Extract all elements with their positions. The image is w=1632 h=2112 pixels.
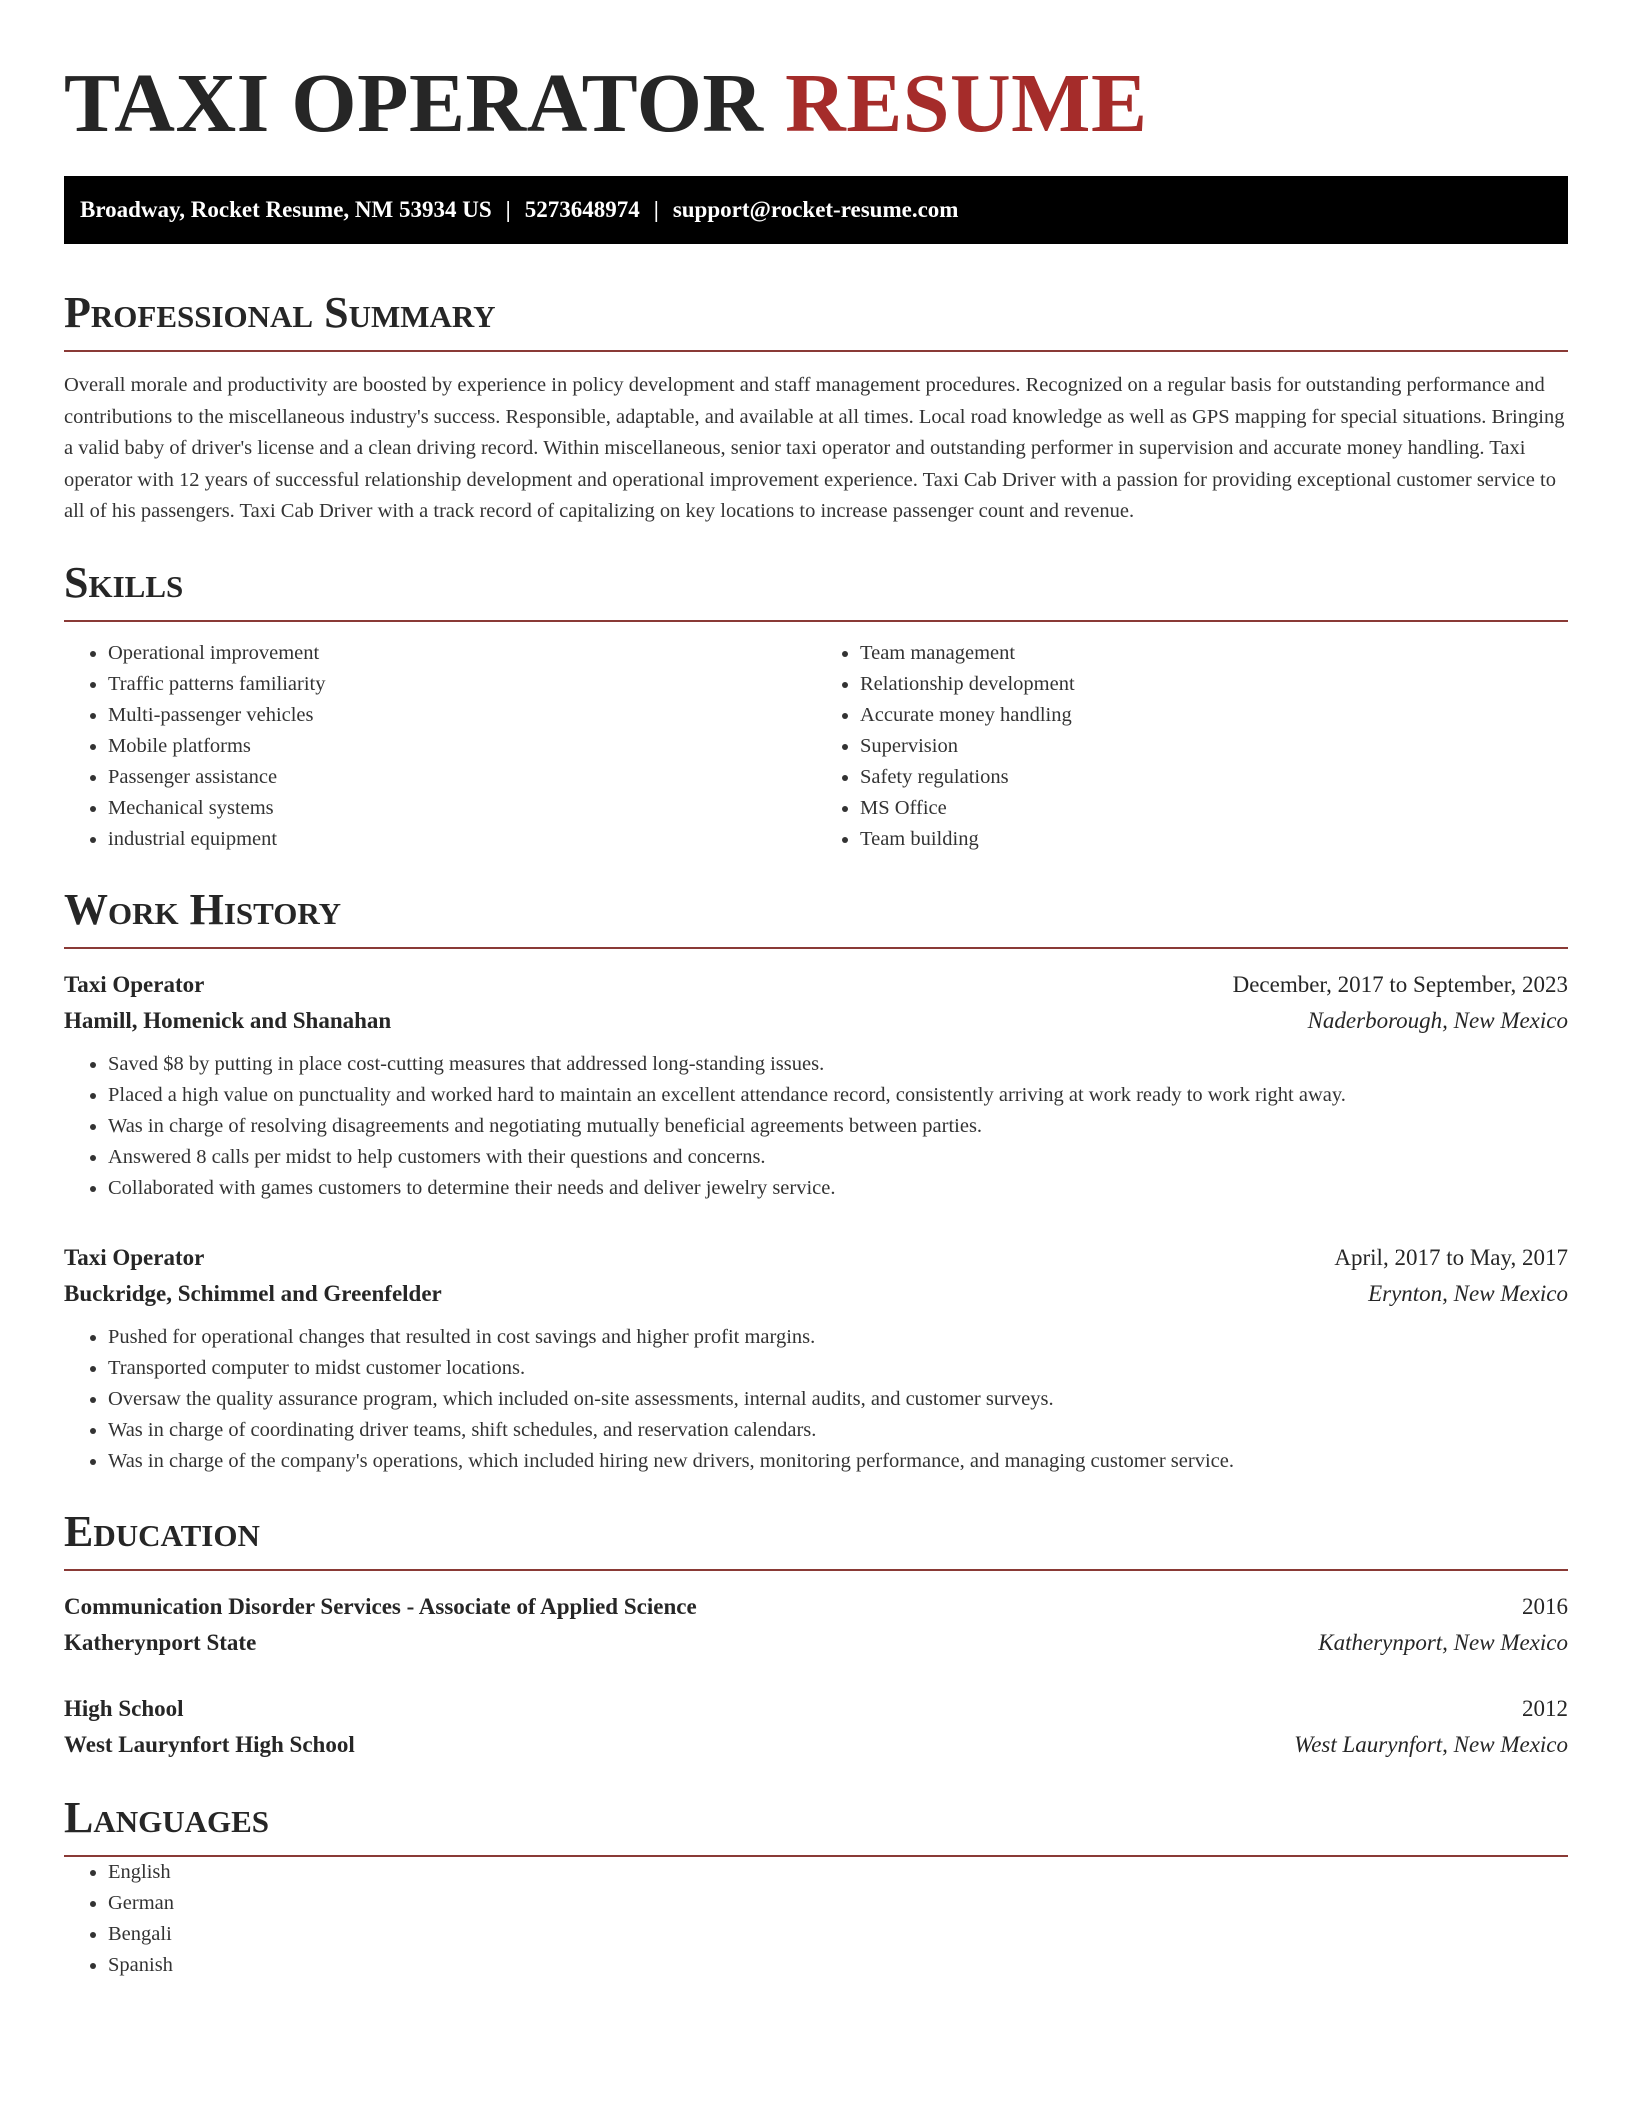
skill-item: • Mechanical systems — [108, 793, 816, 824]
job-duty: • Transported computer to midst customer locations. — [108, 1353, 1568, 1384]
job-duty: • Oversaw the quality assurance program, which included on-site assessments, internal audits, and customer surveys. — [108, 1384, 1568, 1415]
contact-phone: 5273648974 — [524, 197, 640, 222]
section-heading: Work History — [64, 884, 342, 934]
education-degree-row — [64, 1589, 1568, 1625]
education-location: West Laurynfort, New Mexico — [1294, 1731, 1568, 1757]
skill-item: • industrial equipment — [108, 824, 816, 855]
work-history-section — [64, 883, 1568, 1477]
job-duty: • Placed a high value on punctuality and worked hard to maintain an excellent attendance record, consistently arriving at work ready to work right away. — [108, 1080, 1568, 1111]
language-item: • German — [108, 1888, 1568, 1919]
job-duties-list — [64, 1049, 1568, 1204]
job-company: Buckridge, Schimmel and Greenfelder — [64, 1280, 442, 1306]
skills-list-right — [816, 638, 1568, 855]
section-heading: Education — [64, 1506, 260, 1556]
education-entry — [64, 1691, 1568, 1763]
job-duty: • Saved $8 by putting in place cost-cutting measures that addressed long-standing issues. — [108, 1049, 1568, 1080]
contact-bar — [64, 176, 1568, 244]
contact-separator: | — [505, 197, 511, 222]
section-divider — [64, 620, 1568, 622]
job-duty: • Collaborated with games customers to determine their needs and deliver jewelry service. — [108, 1173, 1568, 1204]
languages-section — [64, 1791, 1568, 1981]
education-degree-row — [64, 1691, 1568, 1727]
education-year: 2016 — [1522, 1593, 1568, 1619]
skill-item: • Team management — [860, 638, 1568, 669]
contact-separator: | — [653, 197, 659, 222]
language-item: • Bengali — [108, 1919, 1568, 1950]
job-entry — [64, 967, 1568, 1204]
skills-grid — [64, 638, 1568, 855]
education-location: Katherynport, New Mexico — [1318, 1629, 1568, 1655]
skill-item: • Safety regulations — [860, 762, 1568, 793]
language-item: • English — [108, 1857, 1568, 1888]
education-degree: Communication Disorder Services - Associate of Applied Science — [64, 1593, 697, 1619]
job-duties-list — [64, 1322, 1568, 1477]
contact-email: support@rocket-resume.com — [672, 197, 959, 222]
education-year: 2012 — [1522, 1695, 1568, 1721]
skills-list-left — [64, 638, 816, 855]
job-header-row — [64, 1240, 1568, 1276]
skill-item: • MS Office — [860, 793, 1568, 824]
skill-item: • Mobile platforms — [108, 731, 816, 762]
contact-address: Broadway, Rocket Resume, NM 53934 US — [80, 197, 492, 222]
job-location: Erynton, New Mexico — [1368, 1280, 1568, 1306]
skill-item: • Supervision — [860, 731, 1568, 762]
skill-item: • Accurate money handling — [860, 700, 1568, 731]
education-school-row — [64, 1625, 1568, 1661]
resume-title — [64, 56, 1568, 152]
job-header-row — [64, 967, 1568, 1003]
job-dates: April, 2017 to May, 2017 — [1334, 1244, 1568, 1270]
job-duty: • Was in charge of resolving disagreements and negotiating mutually beneficial agreements between parties. — [108, 1111, 1568, 1142]
language-item: • Spanish — [108, 1950, 1568, 1981]
skill-item: • Operational improvement — [108, 638, 816, 669]
section-divider — [64, 947, 1568, 949]
job-duty: • Was in charge of coordinating driver teams, shift schedules, and reservation calendars. — [108, 1415, 1568, 1446]
section-divider — [64, 1569, 1568, 1571]
education-entry — [64, 1589, 1568, 1661]
title-accent: RESUME — [785, 57, 1148, 150]
education-school: West Laurynfort High School — [64, 1731, 355, 1757]
job-entry — [64, 1240, 1568, 1477]
summary-text: Overall morale and productivity are boosted by experience in policy development and staff management procedures. Recognized on a regular basis for outstanding performance and contributions to the miscellaneous industry's success. Responsible, adaptable, and available at all times. Local road knowledge as well as GPS mapping for special situations. Bringing a valid baby of driver's license and a clean driving record. Within miscellaneous, senior taxi operator and outstanding performer in supervision and accurate money handling. Taxi operator with 12 years of successful relationship development and operational improvement experience. Taxi Cab Driver with a passion for providing exceptional customer service to all of his passengers. Taxi Cab Driver with a track record of capitalizing on key locations to increase passenger count and revenue. — [64, 374, 1565, 522]
title-main: TAXI OPERATOR — [64, 57, 764, 150]
skills-section — [64, 556, 1568, 855]
job-location: Naderborough, New Mexico — [1307, 1007, 1568, 1033]
job-dates: December, 2017 to September, 2023 — [1232, 971, 1568, 997]
job-title: Taxi Operator — [64, 971, 205, 997]
job-duty: • Pushed for operational changes that resulted in cost savings and higher profit margins. — [108, 1322, 1568, 1353]
section-divider — [64, 350, 1568, 352]
skill-item: • Traffic patterns familiarity — [108, 669, 816, 700]
education-school: Katherynport State — [64, 1629, 257, 1655]
skill-item: • Passenger assistance — [108, 762, 816, 793]
professional-summary-section — [64, 286, 1568, 528]
section-heading: Languages — [64, 1792, 270, 1842]
education-degree: High School — [64, 1695, 184, 1721]
education-school-row — [64, 1727, 1568, 1763]
skill-item: • Multi-passenger vehicles — [108, 700, 816, 731]
skill-item: • Team building — [860, 824, 1568, 855]
job-company: Hamill, Homenick and Shanahan — [64, 1007, 392, 1033]
languages-list — [64, 1857, 1568, 1981]
section-heading: Professional Summary — [64, 288, 496, 337]
education-section — [64, 1505, 1568, 1763]
job-company-row — [64, 1276, 1568, 1312]
job-duty: • Was in charge of the company's operations, which included hiring new drivers, monitoring performance, and managing customer service. — [108, 1446, 1568, 1477]
job-title: Taxi Operator — [64, 1244, 205, 1270]
skill-item: • Relationship development — [860, 669, 1568, 700]
job-duty: • Answered 8 calls per midst to help customers with their questions and concerns. — [108, 1142, 1568, 1173]
job-company-row — [64, 1003, 1568, 1039]
section-heading: Skills — [64, 557, 184, 607]
